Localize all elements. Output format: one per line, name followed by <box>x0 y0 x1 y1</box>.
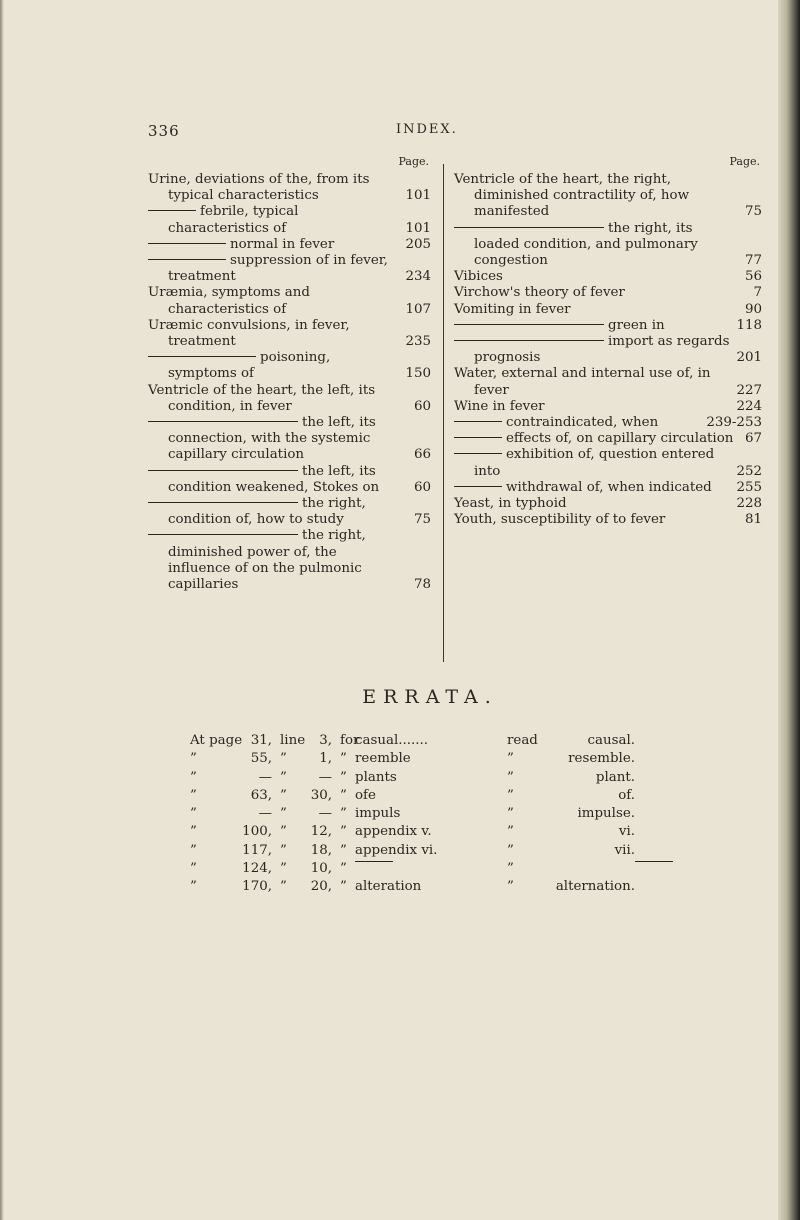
index-entry-page: 235 <box>405 334 431 350</box>
index-entry-page: 60 <box>413 398 431 414</box>
errata-for-word: ” <box>340 806 347 822</box>
page-edge-right <box>778 0 800 1220</box>
errata-lead: ” <box>190 824 197 840</box>
index-entry-text <box>454 269 734 285</box>
errata-wrong: reemble <box>355 751 411 767</box>
errata-for-word: ” <box>340 824 347 840</box>
index-entry-page: 234 <box>405 269 431 285</box>
ditto-rule <box>454 421 502 422</box>
errata-right: vii. <box>614 842 635 858</box>
index-entry-page: 118 <box>736 317 762 333</box>
index-entry <box>148 285 435 317</box>
index-entry <box>454 269 766 285</box>
errata-row <box>190 861 710 879</box>
errata-row <box>190 788 710 806</box>
index-column-left <box>148 155 435 593</box>
errata-lead: ” <box>190 861 197 877</box>
index-entry-text <box>148 464 403 496</box>
errata-row <box>190 806 710 824</box>
errata-page: — <box>258 769 272 785</box>
index-entry-label: Ventricle of the heart, the left, its condition, in fever <box>148 382 376 414</box>
errata-right: impulse. <box>577 806 635 822</box>
errata-right: resemble. <box>568 751 635 767</box>
errata-for-word: ” <box>340 842 347 858</box>
column-header <box>148 155 435 172</box>
index-entry-page: 67 <box>744 431 762 447</box>
errata-right: causal. <box>587 733 635 748</box>
index-entry-page: 66 <box>413 447 431 463</box>
errata-wrong: casual....... <box>355 733 429 748</box>
errata-read: ” <box>507 787 514 803</box>
index-entry-label: Yeast, in typhoid <box>454 496 567 512</box>
index-entries-right <box>454 172 766 528</box>
index-entry-text <box>148 253 403 285</box>
index-entry-label: the left, its condition weakened, Stokes on <box>168 463 380 495</box>
index-entry <box>148 496 435 528</box>
index-entry-text <box>148 415 403 464</box>
errata-row <box>190 843 710 861</box>
index-entry-label: contraindicated, when <box>506 415 659 431</box>
index-entry-page: 150 <box>405 366 431 382</box>
errata-lead: ” <box>190 806 197 822</box>
index-entry-label: Urine, deviations of the, from its typical characteristics <box>148 172 370 204</box>
index-entry-page: 7 <box>753 285 762 301</box>
errata-lead: ” <box>190 751 197 767</box>
errata-for-word: ” <box>340 769 347 785</box>
page-label: Page. <box>729 155 760 168</box>
errata-row <box>190 770 710 788</box>
index-entry-page: 205 <box>405 236 431 252</box>
index-entry <box>454 285 766 301</box>
index-entry-page: 224 <box>736 398 762 414</box>
index-entry-label: febrile, typical characteristics of <box>168 204 299 236</box>
errata-lead: ” <box>190 842 197 858</box>
ditto-rule <box>148 356 256 357</box>
index-entry-label: exhibition of, question entered into <box>474 447 715 479</box>
errata-l-word: ” <box>280 824 287 840</box>
index-entry-text <box>148 528 403 593</box>
errata-l-word: ” <box>280 879 287 895</box>
index-entry-text <box>148 318 403 350</box>
index-entry-page: 107 <box>405 301 431 317</box>
index-entry-text <box>148 204 403 236</box>
index-entry <box>148 318 435 350</box>
errata-row <box>190 879 710 897</box>
index-entry-label: green in <box>608 317 665 333</box>
index-entry-page: 228 <box>736 496 762 512</box>
index-entry <box>454 496 766 512</box>
index-entry <box>454 480 766 496</box>
index-entry-text <box>454 172 734 221</box>
errata-for-word: ” <box>340 751 347 767</box>
index-entry-page: 101 <box>405 188 431 204</box>
page-label: Page. <box>398 155 429 168</box>
errata-line: 3, <box>319 733 332 748</box>
errata-wrong: appendix v. <box>355 824 432 840</box>
index-entry <box>454 512 766 528</box>
errata-l-word: ” <box>280 751 287 767</box>
index-entry-text <box>148 237 403 253</box>
index-entry-label: effects of, on capillary circulation <box>506 431 734 447</box>
errata-page: 63, <box>250 787 272 803</box>
errata-l-word: line <box>280 733 306 748</box>
index-entry-label: Wine in fever <box>454 398 545 414</box>
ditto-rule <box>454 324 604 325</box>
ditto-rule <box>148 243 226 244</box>
index-entry-label: Uræmic convulsions, in fever, treatment <box>148 317 350 350</box>
index-entry-text <box>454 285 734 301</box>
index-entry <box>454 172 766 221</box>
errata-lead: At page <box>190 733 243 748</box>
index-entry-label: the right, diminished power of, the influence of on the pulmonic capillaries <box>168 528 366 593</box>
errata-right: plant. <box>595 769 635 785</box>
index-entry-label: Uræmia, symptoms and characteristics of <box>148 285 310 317</box>
errata-l-word: ” <box>280 842 287 858</box>
index-entry-label: import as regards prognosis <box>474 334 730 366</box>
errata-read: ” <box>507 751 514 767</box>
errata-for-word: for <box>340 733 360 748</box>
index-entry-label: the right, condition of, how to study <box>168 496 366 528</box>
column-header <box>454 155 766 172</box>
errata-wrong: impuls <box>355 806 401 822</box>
errata-title: ERRATA. <box>362 686 498 708</box>
errata-line: 10, <box>310 861 332 877</box>
errata-read: ” <box>507 842 514 858</box>
index-entry-label: the right, its loaded condition, and pulmonary congestion <box>474 220 698 269</box>
errata-right: of. <box>618 787 635 803</box>
errata-line: 1, <box>319 751 332 767</box>
index-entry <box>454 415 766 431</box>
index-entry-label: Youth, susceptibility of to fever <box>454 512 666 528</box>
index-entry <box>454 447 766 479</box>
errata-page: 31, <box>250 733 272 748</box>
errata-read: ” <box>507 879 514 895</box>
errata-for-word: ” <box>340 787 347 803</box>
errata-wrong: ofe <box>355 787 376 803</box>
index-entry <box>454 399 766 415</box>
errata-lead: ” <box>190 769 197 785</box>
index-entry <box>148 237 435 253</box>
errata-read: ” <box>507 824 514 840</box>
errata-blank-rule <box>355 861 393 862</box>
ditto-rule <box>454 227 604 228</box>
index-entry-text <box>454 431 734 447</box>
errata-l-word: ” <box>280 787 287 803</box>
errata-lead: ” <box>190 787 197 803</box>
index-entry-page: 78 <box>413 577 431 593</box>
index-entry <box>454 431 766 447</box>
index-entry-label: Water, external and internal use of, in fever <box>454 366 711 398</box>
errata-l-word: ” <box>280 769 287 785</box>
errata-lead: ” <box>190 879 197 895</box>
index-entry <box>454 318 766 334</box>
index-entry-label: Vomiting in fever <box>454 301 571 317</box>
ditto-rule <box>148 534 298 535</box>
errata-l-word: ” <box>280 861 287 877</box>
page-title: INDEX. <box>396 122 458 137</box>
ditto-rule <box>454 437 502 438</box>
index-entry <box>454 366 766 398</box>
index-entry-text <box>148 383 403 415</box>
index-entry <box>148 528 435 593</box>
errata-page: 100, <box>242 824 272 840</box>
index-entry-label: normal in fever <box>230 236 335 252</box>
errata-row <box>190 733 710 751</box>
index-entry-text <box>454 496 734 512</box>
errata-line: 12, <box>310 824 332 840</box>
index-entry <box>454 221 766 270</box>
index-entry-text <box>148 350 403 382</box>
index-entry-page: 75 <box>413 512 431 528</box>
ditto-rule <box>454 340 604 341</box>
index-entry <box>148 464 435 496</box>
index-entry-page: 81 <box>744 512 762 528</box>
index-entry-text <box>148 285 403 317</box>
ditto-rule <box>148 502 298 503</box>
index-entry <box>454 334 766 366</box>
index-entry-text <box>454 415 704 431</box>
index-entry <box>148 415 435 464</box>
index-entry <box>148 383 435 415</box>
errata-wrong: plants <box>355 769 397 785</box>
page-number: 336 <box>148 122 180 140</box>
ditto-rule <box>148 470 298 471</box>
errata-line: 20, <box>310 879 332 895</box>
index-entry-page: 90 <box>744 301 762 317</box>
ditto-rule <box>454 486 502 487</box>
errata-wrong: alteration <box>355 879 422 895</box>
errata-right: vi. <box>618 824 635 840</box>
errata-read: read <box>507 733 538 748</box>
errata-line: 30, <box>310 787 332 803</box>
index-entry-label: poisoning, symptoms of <box>168 350 331 382</box>
index-entry-page: 77 <box>744 253 762 269</box>
errata-row <box>190 824 710 842</box>
index-entry-label: withdrawal of, when indicated <box>506 479 712 495</box>
index-entry-page: 227 <box>736 382 762 398</box>
index-entry <box>148 253 435 285</box>
errata-table <box>190 733 710 898</box>
index-entry-page: 255 <box>736 479 762 495</box>
errata-page: 170, <box>242 879 272 895</box>
index-entry-label: Ventricle of the heart, the right, diminished contractility of, how manifested <box>454 172 690 220</box>
index-entry-page: 239-253 <box>706 415 762 431</box>
index-entry-text <box>148 496 403 528</box>
index-entry-page: 101 <box>405 220 431 236</box>
index-entry-page: 56 <box>744 269 762 285</box>
errata-right: alternation. <box>555 879 635 895</box>
errata-row <box>190 751 710 769</box>
ditto-rule <box>148 210 196 211</box>
errata-for-word: ” <box>340 879 347 895</box>
index-entry <box>148 172 435 204</box>
index-entry-page: 60 <box>413 479 431 495</box>
ditto-rule <box>148 421 298 422</box>
errata-line: 18, <box>310 842 332 858</box>
errata-for-word: ” <box>340 861 347 877</box>
index-entry-text <box>454 366 734 398</box>
running-head <box>148 122 648 146</box>
index-entry-text <box>454 447 734 479</box>
index-entry-label: Vibices <box>454 269 503 285</box>
errata-blank-rule <box>635 861 673 862</box>
index-entry-label: Virchow's theory of fever <box>454 285 625 301</box>
errata-l-word: ” <box>280 806 287 822</box>
errata-read: ” <box>507 769 514 785</box>
index-entry-text <box>148 172 403 204</box>
errata-line: — <box>318 806 332 822</box>
index-entry <box>148 350 435 382</box>
errata-page: 55, <box>250 751 272 767</box>
errata-read: ” <box>507 806 514 822</box>
errata-wrong: appendix vi. <box>355 842 438 858</box>
index-entry-page: 75 <box>744 204 762 220</box>
page-edge-left <box>0 0 4 1220</box>
index-entries-left <box>148 172 435 593</box>
index-entry-text <box>454 334 734 366</box>
index-entry-text <box>454 318 734 334</box>
index-entry-page: 201 <box>736 350 762 366</box>
errata-page: — <box>258 806 272 822</box>
ditto-rule <box>454 453 502 454</box>
index-column-right <box>454 155 766 528</box>
column-divider <box>443 164 444 662</box>
index-entry-text <box>454 302 734 318</box>
errata-page: 117, <box>242 842 272 858</box>
index-entry-text <box>454 480 734 496</box>
errata-page: 124, <box>242 861 272 877</box>
index-entry <box>454 302 766 318</box>
index-entry-text <box>454 512 734 528</box>
index-entry-label: the left, its connection, with the systemic capillary circulation <box>168 415 376 463</box>
errata-line: — <box>318 769 332 785</box>
index-entry-text <box>454 399 734 415</box>
index-entry-text <box>454 221 734 270</box>
ditto-rule <box>148 259 226 260</box>
index-entry-page: 252 <box>736 463 762 479</box>
errata-read: ” <box>507 861 514 877</box>
index-entry-label: suppression of in fever, treatment <box>168 253 388 285</box>
index-entry <box>148 204 435 236</box>
